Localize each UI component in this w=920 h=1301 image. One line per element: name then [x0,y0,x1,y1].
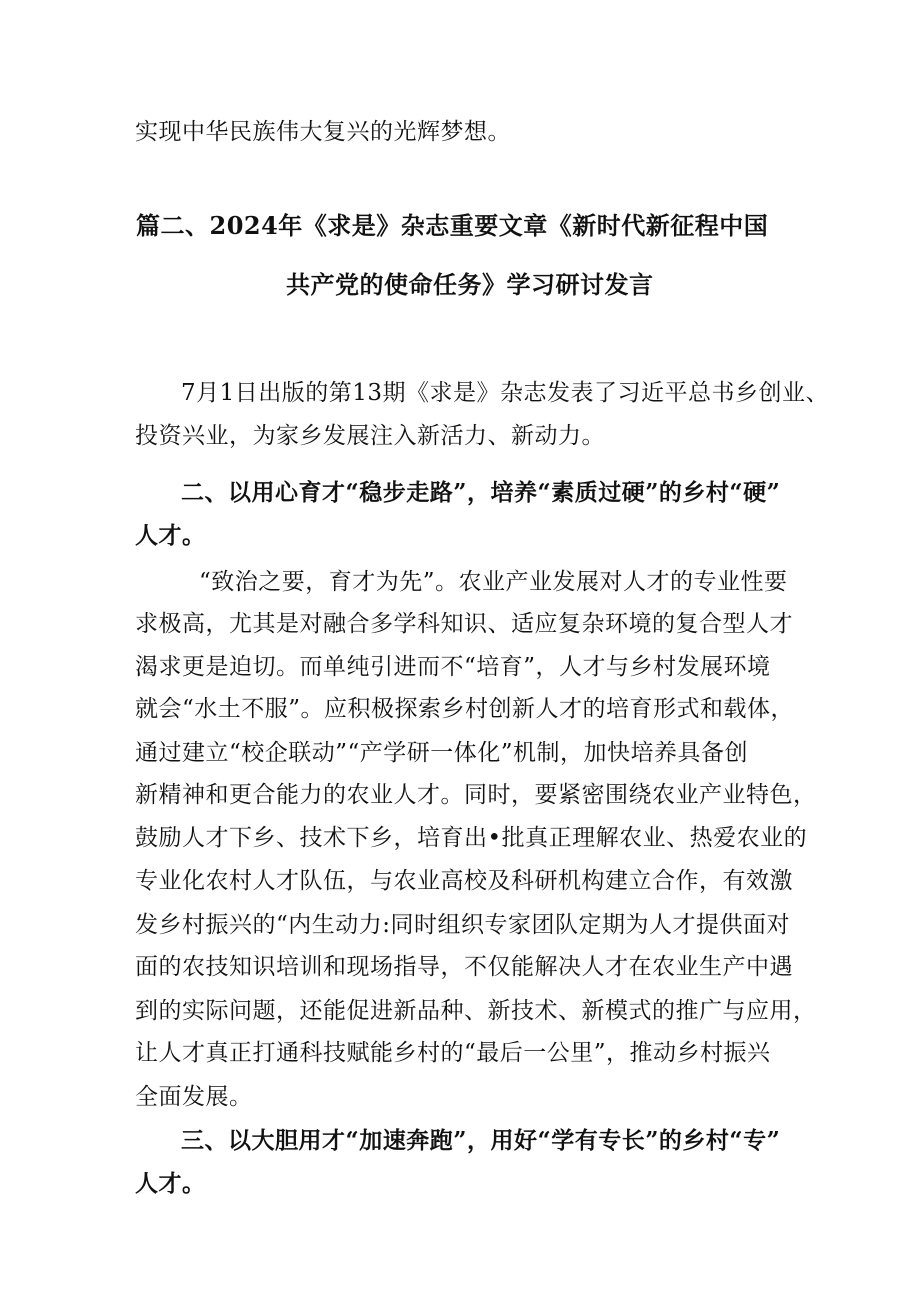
section-2-paragraph-line: 新精神和更合能力的农业人才。同时，要紧密围绕农业产业特色， [135,782,817,808]
section-2-paragraph-line: 求极高，尤其是对融合多学科知识、适应复杂环境的复合型人才 [135,611,793,637]
section-2-paragraph-line: “致治之要，育才为先”。农业产业发展对人才的专业性要 [199,569,788,595]
section-2-paragraph-line: 渴求更是迫切。而单纯引进而不“培育”，人才与乡村发展环境 [135,654,771,680]
section-2-paragraph-line: 就会“水土不服”。应积极探索乡村创新人才的培育形式和载体， [135,696,795,722]
section-3-heading-line-1: 三、以大胆用才“加速奔跑”，用好“学有专长”的乡村“专” [181,1127,781,1154]
section-2-heading-line-1: 二、以用心育才“稳步走路”，培养“素质过硬”的乡村“硬” [181,479,781,506]
intro-paragraph-line-1: 7月1日出版的第13期《求是》杂志发表了习近平总书乡创业、 [181,380,830,406]
section-2-paragraph-line: 鼓励人才下乡、技术下乡，培育出•批真正理解农业、热爱农业的 [135,825,808,851]
intro-paragraph-line-2: 投资兴业，为家乡发展注入新活力、新动力。 [135,423,605,449]
section-2-paragraph-line: 全面发展。 [135,1084,253,1110]
article-title-line-2: 共产党的使命任务》学习研讨发言 [286,270,654,299]
section-2-paragraph-line: 面的农技知识培训和现场指导，不仅能解决人才在农业生产中遇 [135,954,793,980]
section-2-heading-line-2: 人才。 [135,522,206,549]
article-title-line-1: 篇二、2024年《求是》杂志重要文章《新时代新征程中国 [136,211,769,240]
section-2-paragraph-line: 发乡村振兴的“内生动力:同时组织专家团队定期为人才提供面对 [135,912,791,938]
section-2-paragraph-line: 到的实际问题，还能促进新品种、新技术、新模式的推广与应用， [135,998,817,1024]
section-2-paragraph-line: 让人才真正打通科技赋能乡村的“最后一公里”，推动乡村振兴 [135,1040,771,1066]
section-2-paragraph-line: 通过建立“校企联动”“产学研一体化”机制，加快培养具备创 [135,740,749,766]
section-2-paragraph-line: 专业化农村人才队伍，与农业高校及科研机构建立合作，有效激 [135,868,793,894]
section-3-heading-line-2: 人才。 [135,1170,206,1197]
carryover-paragraph-line: 实现中华民族伟大复兴的光辉梦想。 [135,119,511,145]
